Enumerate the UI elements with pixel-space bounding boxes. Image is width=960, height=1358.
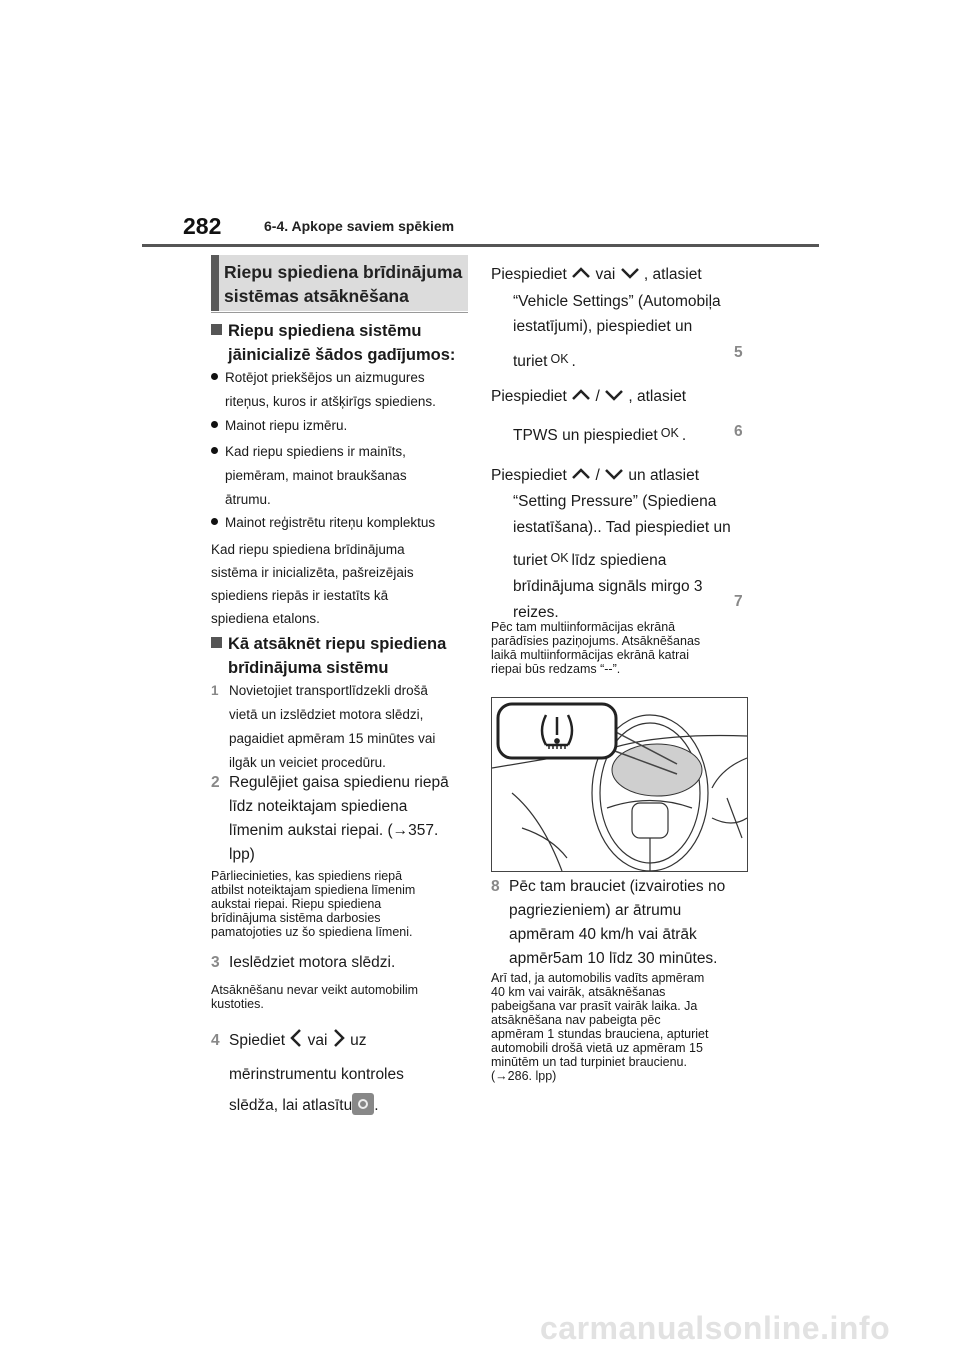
bullet-dot-icon [211,421,218,428]
step-3-note: Atsāknēšanu nevar veikt automobilim kustoties. [211,983,419,1011]
bullet-item: Mainot reģistrētu riteņu komplektus [211,511,471,535]
section-title [224,260,468,308]
step-3: 3 Ieslēdziet motora slēdzi. [211,954,396,971]
header-rule [142,244,819,247]
chapter-title: 6-4. Apkope saviem spēkiem [264,218,455,234]
chevron-right-icon [332,1028,346,1059]
section-underline [211,312,468,313]
ok-button-icon: OK [550,551,569,565]
step-4: 4 Spiediet vai uz mērinstrumentu kontroles slēdža, lai atlasītu . [211,1025,473,1121]
chevron-down-icon [620,262,640,287]
bullet-dot-icon [211,447,218,454]
square-bullet-icon [211,324,222,335]
instrument-cluster [612,744,702,796]
chevron-up-icon [571,262,591,287]
bullet-item: Kad riepu spiediens ir mainīts, piemēram, mainot braukšanas ātrumu. [211,440,471,512]
heading-reset: Kā atsāknēt riepu spiediena brīdinājuma sistēmu [211,632,471,680]
step-2-note: Pārliecinieties, kas spiediens riepā atbilst noteiktajam spiediena līmenim aukstai riepai. Riepu spiediena brīdinājuma sistēma darbosies pamatojoties uz šo spiediena līmeni. [211,869,416,939]
chevron-up-icon [571,463,591,489]
watermark: carmanualsonline.info [540,1310,891,1346]
init-note: Kad riepu spiediena brīdinājuma sistēma ir inicializēta, pašreizējais spiediens riepās ir iestatīts kā spiediena etalons. [211,542,414,626]
ok-button-icon: OK [550,352,569,366]
chevron-up-icon [571,384,591,409]
step-number: 5 [734,344,743,361]
chevron-down-icon [604,384,624,409]
step-7: Piespiediet / un atlasiet “Setting Pressure” (Spiediena iestatīšana).. Tad piespiediet un turiet OK līdz spiediena brīdinājuma signāls mirgo 3 reizes. [491,463,746,626]
page-number: 282 [183,213,222,239]
bullet-item: Mainot riepu izmēru. [211,414,471,438]
chevron-left-icon [289,1028,303,1059]
dashboard-illustration [491,697,748,872]
section-title-line1: Riepu spiediena brīdinājuma [224,262,463,282]
step-1: 1 Novietojiet transportlīdzekli drošā vietā un izslēdziet motora slēdzi, pagaidiet apmēram 15 minūtes vai ilgāk un veiciet procedūru. [211,683,436,770]
chevron-down-icon [604,463,624,489]
bullet-dot-icon [211,373,218,380]
step-2: 2 Regulējiet gaisa spiedienu riepā līdz noteiktajam spiediena līmenim aukstai riepai. (→357. lpp) [211,774,449,863]
square-bullet-icon [211,637,222,648]
bullet-item: Rotējot priekšējos un aizmugures riteņus, kuros ir atšķirīgs spiediens. [211,366,471,414]
section-title-box [211,255,468,311]
ok-button-icon: OK [660,426,679,440]
bullet-dot-icon [211,518,218,525]
heading-initialize: Riepu spiediena sistēmu jāinicializē šādos gadījumos: [211,319,471,367]
step-5: Piespiediet vai , atlasiet “Vehicle Settings” (Automobiļa iestatījumi), piespiediet un turiet OK . [491,262,741,374]
section-title-bar [211,255,219,311]
settings-gear-icon [352,1093,374,1115]
step-number: 7 [734,593,743,610]
step-number: 6 [734,423,743,440]
step-8: 8 Pēc tam brauciet (izvairoties no pagriezieniem) ar ātrumu apmēram 40 km/h vai ātrāk apmēr5am 10 līdz 30 minūtes. [491,878,726,967]
step-7-note: Pēc tam multiinformācijas ekrānā parādīsies paziņojums. Atsāknēšanas laikā multiinformācijas ekrānā katrai riepai būs redzams “--”. [491,620,701,676]
step-8-note: Arī tad, ja automobilis vadīts apmēram 40 km vai vairāk, atsāknēšanas pabeigšana var prasīt vairāk laika. Ja atsāknēšana nav pabeigta pēc apmēram 1 stundas brauciena, apturiet automobili drošā vietā uz apmēram 15 minūtēm un tad turpiniet braucienu. (→286. lpp) [491,971,709,1083]
section-title-line2: sistēmas atsāknēšana [224,286,409,306]
step-6: Piespiediet / , atlasiet TPWS un piespiediet OK . [491,384,741,448]
